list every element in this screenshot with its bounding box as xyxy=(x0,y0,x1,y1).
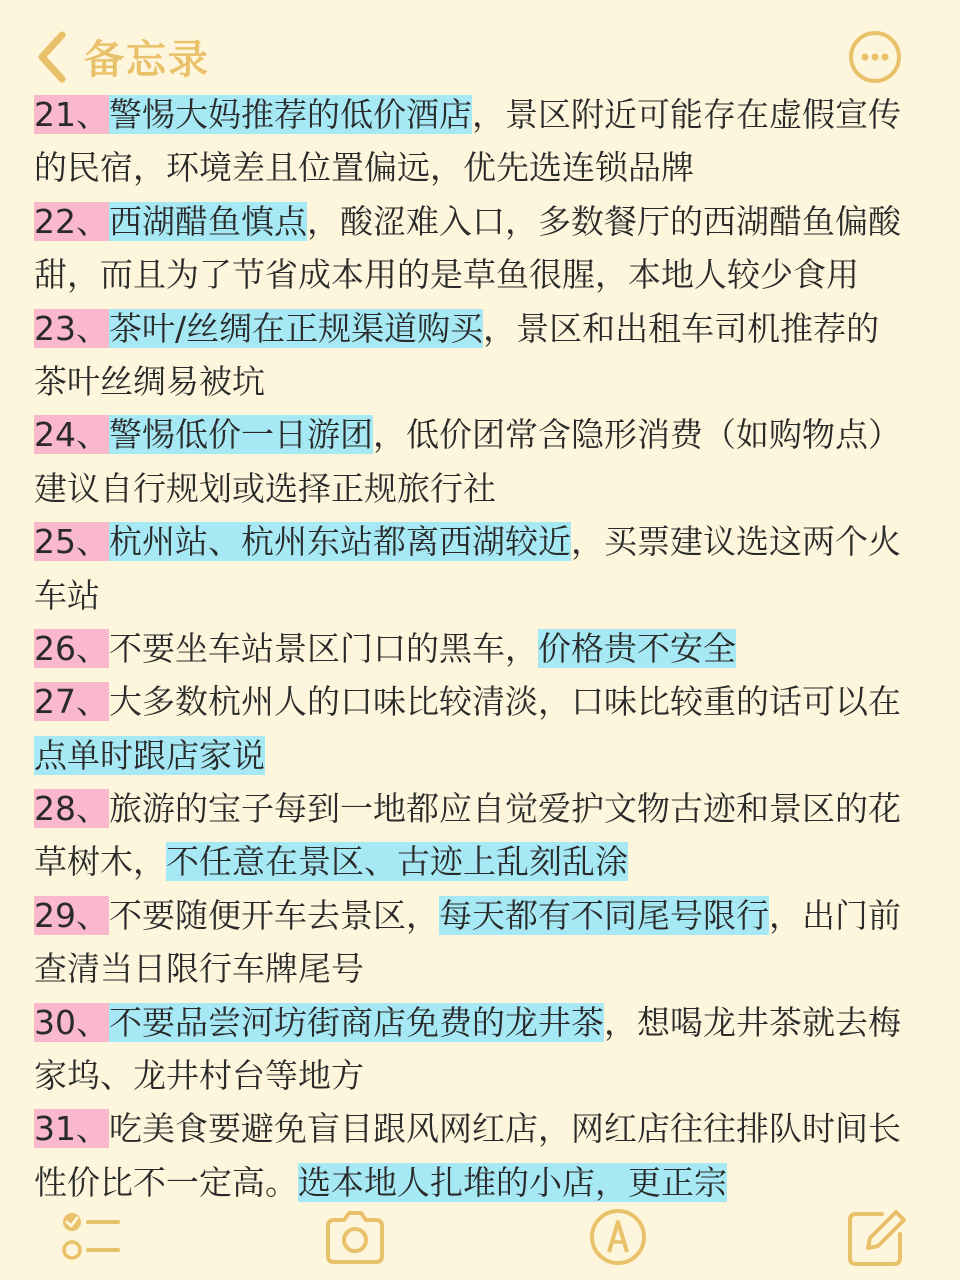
list-item-continued xyxy=(34,569,950,622)
tip-number: 24、 xyxy=(34,415,109,455)
list-item-continued xyxy=(34,141,950,194)
tip-highlight: 警惕低价一日游团 xyxy=(109,415,373,455)
tip-text: 的民宿，环境差且位置偏远，优先选连锁品牌 xyxy=(34,148,694,188)
tip-text: 查清当日限行车牌尾号 xyxy=(34,949,364,989)
tip-number: 31、 xyxy=(34,1109,109,1149)
tip-highlight: 警惕大妈推荐的低价酒店 xyxy=(109,95,472,134)
tip-number: 27、 xyxy=(34,682,109,722)
list-item xyxy=(34,1102,950,1155)
tip-highlight: 茶叶/丝绸在正规渠道购买 xyxy=(109,308,484,348)
tip-number: 28、 xyxy=(34,789,109,829)
list-item xyxy=(34,622,950,675)
list-item-continued xyxy=(34,248,950,301)
tip-text: 草树木， xyxy=(34,842,166,882)
tip-highlight: 每天都有不同尾号限行 xyxy=(439,895,769,935)
tip-number: 30、 xyxy=(34,1002,109,1042)
list-item-continued xyxy=(34,729,950,782)
tip-text: ，低价团常含隐形消费（如购物点） xyxy=(373,415,901,455)
pen-icon[interactable] xyxy=(585,1206,651,1268)
list-item-continued xyxy=(34,835,950,888)
list-item xyxy=(34,782,950,835)
tip-number: 29、 xyxy=(34,895,109,935)
header xyxy=(0,0,960,92)
checklist-icon[interactable] xyxy=(58,1206,124,1268)
tip-text: 建议自行规划或选择正规旅行社 xyxy=(34,468,496,508)
more-dots-icon[interactable] xyxy=(848,30,902,84)
chevron-left-icon xyxy=(30,29,74,85)
tip-highlight: 价格贵不安全 xyxy=(538,628,736,668)
bottom-toolbar xyxy=(0,1196,960,1280)
list-item xyxy=(34,195,950,248)
tip-highlight: 西湖醋鱼慎点 xyxy=(109,201,307,241)
list-item xyxy=(34,408,950,461)
tip-number: 22、 xyxy=(34,201,109,241)
list-item-continued xyxy=(34,355,950,408)
page-title: 备忘录 xyxy=(84,37,210,83)
tip-text: 吃美食要避免盲目跟风网红店，网红店往往排队时间长 xyxy=(109,1109,901,1149)
list-item xyxy=(34,88,950,141)
camera-icon[interactable] xyxy=(322,1206,388,1268)
tip-text: 甜，而且为了节省成本用的是草鱼很腥，本地人较少食用 xyxy=(34,255,859,295)
tip-text: ，景区和出租车司机推荐的 xyxy=(483,308,880,348)
tip-highlight: 不任意在景区、古迹上乱刻乱涂 xyxy=(166,842,628,882)
list-item xyxy=(34,302,950,355)
list-item-continued xyxy=(34,942,950,995)
list-item xyxy=(34,889,950,942)
list-item-continued xyxy=(34,462,950,515)
list-item xyxy=(34,996,950,1049)
tip-highlight: 不要品尝河坊街商店免费的龙井茶 xyxy=(109,1002,604,1042)
tip-number: 23、 xyxy=(34,308,109,348)
tip-text: 旅游的宝子每到一地都应自觉爱护文物古迹和景区的花 xyxy=(109,789,901,829)
list-item xyxy=(34,515,950,568)
compose-icon[interactable] xyxy=(844,1206,910,1268)
note-content[interactable] xyxy=(34,88,950,1209)
tip-highlight: 选本地人扎堆的小店，更正宗 xyxy=(298,1162,727,1202)
tip-text: 性价比不一定高。 xyxy=(34,1162,298,1202)
tip-text: ，想喝龙井茶就去梅 xyxy=(604,1002,901,1042)
tip-number: 25、 xyxy=(34,522,109,562)
tip-highlight: 杭州站、杭州东站都离西湖较近 xyxy=(109,522,571,562)
tip-text: 车站 xyxy=(34,575,100,615)
tip-text: ，出门前 xyxy=(769,895,901,935)
tip-text: 家坞、龙井村台等地方 xyxy=(34,1056,364,1096)
tip-number: 21、 xyxy=(34,95,109,134)
list-item xyxy=(34,675,950,728)
tip-text: 不要随便开车去景区， xyxy=(109,895,439,935)
tip-highlight: 点单时跟店家说 xyxy=(34,735,265,775)
list-item-continued xyxy=(34,1049,950,1102)
tip-text: 大多数杭州人的口味比较清淡，口味比较重的话可以在 xyxy=(109,682,901,722)
back-button[interactable] xyxy=(30,28,210,85)
tip-text: ，景区附近可能存在虚假宣传 xyxy=(472,95,901,134)
tip-text: 不要坐车站景区门口的黑车， xyxy=(109,628,538,668)
tip-number: 26、 xyxy=(34,628,109,668)
tip-text: ，酸涩难入口，多数餐厅的西湖醋鱼偏酸 xyxy=(307,201,901,241)
tip-text: ，买票建议选这两个火 xyxy=(571,522,901,562)
tip-text: 茶叶丝绸易被坑 xyxy=(34,361,265,401)
